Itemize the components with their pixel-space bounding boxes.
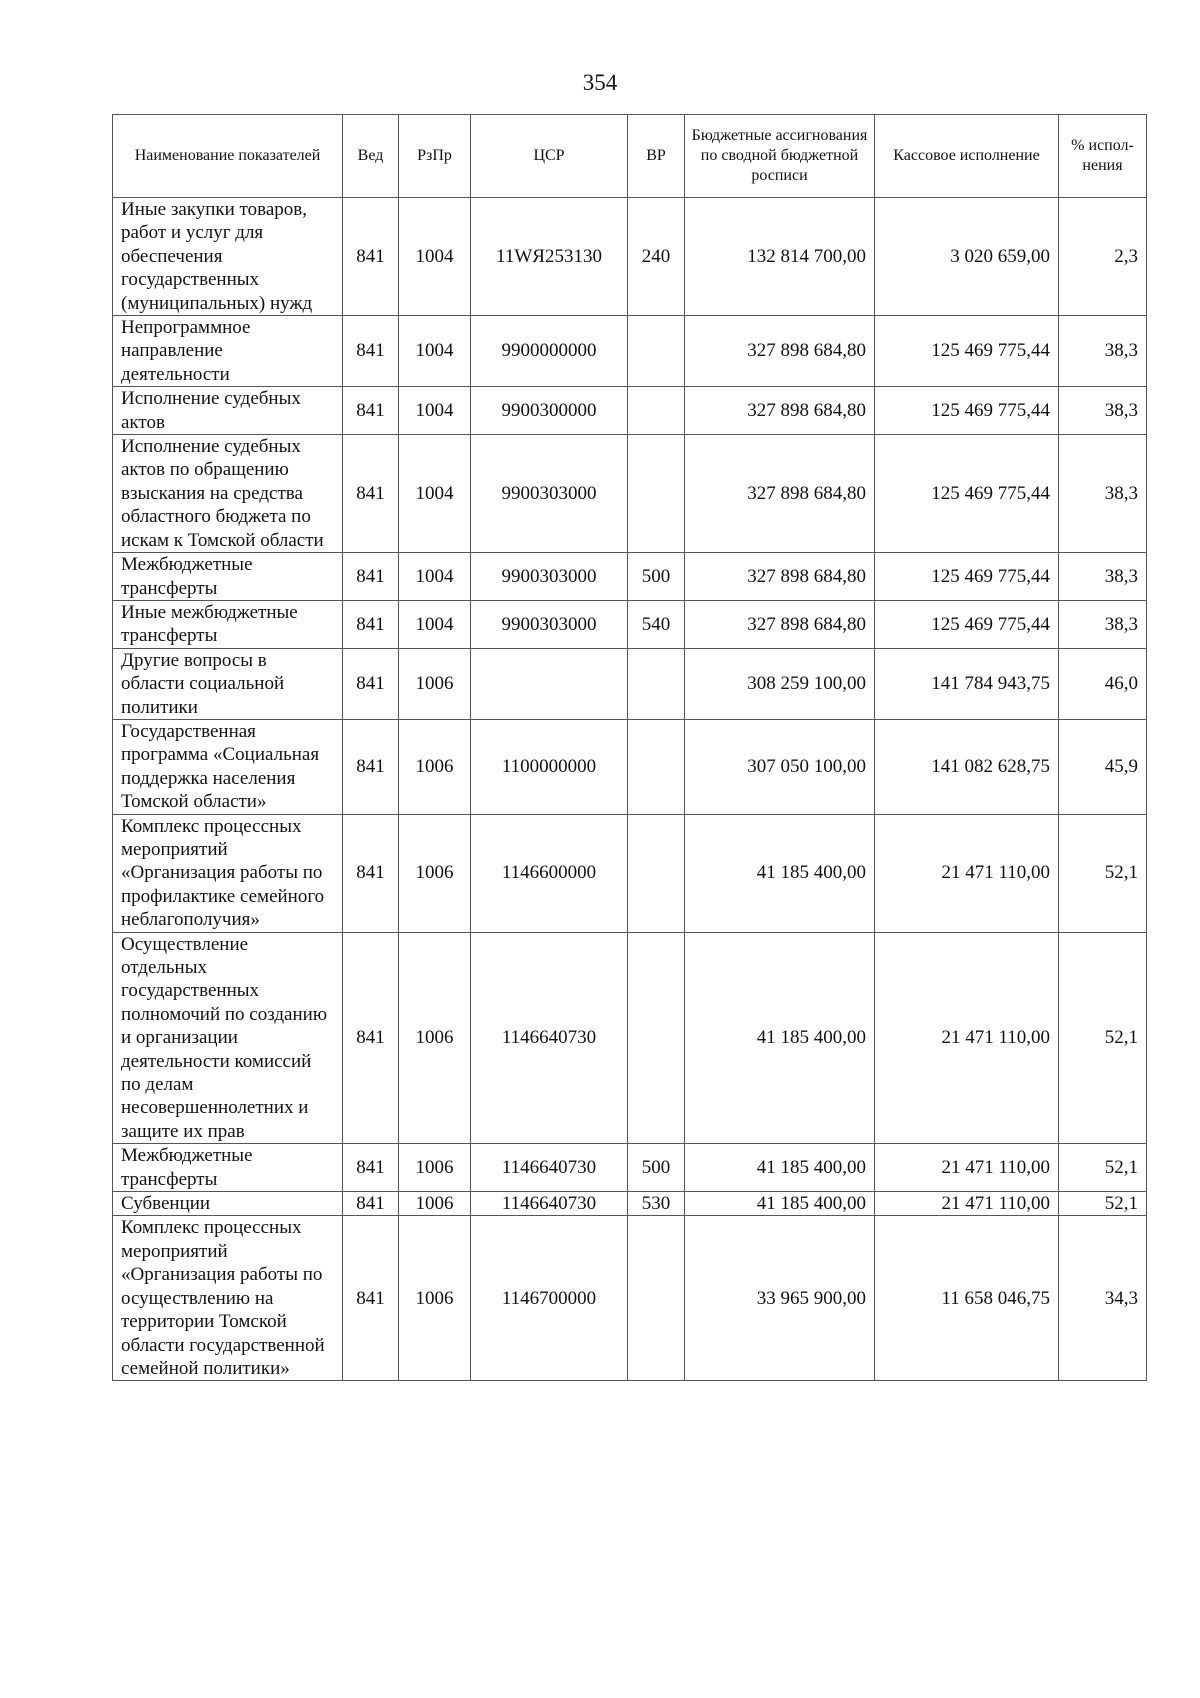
cell-percent: 38,3 xyxy=(1059,600,1147,648)
cell-percent: 38,3 xyxy=(1059,553,1147,601)
cell-csr: 1146640730 xyxy=(471,932,628,1144)
cell-rzpr: 1006 xyxy=(399,932,471,1144)
cell-csr: 9900303000 xyxy=(471,600,628,648)
cell-name: Исполнение судебных актов xyxy=(113,387,343,435)
cell-percent: 52,1 xyxy=(1059,1144,1147,1192)
cell-vr xyxy=(628,1216,685,1381)
cell-csr: 9900000000 xyxy=(471,316,628,387)
cell-rzpr: 1004 xyxy=(399,387,471,435)
cell-percent: 38,3 xyxy=(1059,435,1147,553)
cell-budget: 327 898 684,80 xyxy=(685,600,875,648)
table-row xyxy=(113,1216,1147,1381)
cell-rzpr: 1006 xyxy=(399,1144,471,1192)
cell-ved: 841 xyxy=(343,600,399,648)
header-percent: % испол-нения xyxy=(1059,115,1147,198)
cell-cash: 125 469 775,44 xyxy=(875,600,1059,648)
cell-cash: 141 784 943,75 xyxy=(875,648,1059,719)
cell-cash: 141 082 628,75 xyxy=(875,719,1059,814)
table-row xyxy=(113,719,1147,814)
cell-vr: 500 xyxy=(628,1144,685,1192)
cell-ved: 841 xyxy=(343,1144,399,1192)
cell-name: Государственная программа «Социальная поддержка населения Томской области» xyxy=(113,719,343,814)
header-name: Наименование показателей xyxy=(113,115,343,198)
table-row xyxy=(113,387,1147,435)
cell-budget: 327 898 684,80 xyxy=(685,316,875,387)
cell-cash: 125 469 775,44 xyxy=(875,316,1059,387)
cell-ved: 841 xyxy=(343,648,399,719)
cell-csr: 9900300000 xyxy=(471,387,628,435)
cell-budget: 307 050 100,00 xyxy=(685,719,875,814)
cell-csr xyxy=(471,648,628,719)
cell-vr xyxy=(628,435,685,553)
cell-ved: 841 xyxy=(343,1216,399,1381)
cell-percent: 52,1 xyxy=(1059,1192,1147,1216)
cell-cash: 21 471 110,00 xyxy=(875,932,1059,1144)
cell-name: Субвенции xyxy=(113,1192,343,1216)
cell-csr: 11WЯ253130 xyxy=(471,198,628,316)
budget-execution-table xyxy=(112,114,1147,1381)
cell-vr xyxy=(628,932,685,1144)
cell-rzpr: 1004 xyxy=(399,435,471,553)
header-ved: Вед xyxy=(343,115,399,198)
cell-csr: 1146600000 xyxy=(471,814,628,932)
cell-cash: 125 469 775,44 xyxy=(875,387,1059,435)
cell-ved: 841 xyxy=(343,316,399,387)
cell-name: Комплекс процессных мероприятий «Организация работы по осуществлению на территории Томской области государственной семейной политики» xyxy=(113,1216,343,1381)
cell-budget: 41 185 400,00 xyxy=(685,1192,875,1216)
cell-name: Межбюджетные трансферты xyxy=(113,553,343,601)
table-row xyxy=(113,1144,1147,1192)
cell-budget: 327 898 684,80 xyxy=(685,553,875,601)
cell-cash: 125 469 775,44 xyxy=(875,553,1059,601)
cell-ved: 841 xyxy=(343,553,399,601)
cell-vr xyxy=(628,814,685,932)
cell-name: Другие вопросы в области социальной политики xyxy=(113,648,343,719)
cell-ved: 841 xyxy=(343,1192,399,1216)
cell-csr: 1146640730 xyxy=(471,1192,628,1216)
cell-budget: 308 259 100,00 xyxy=(685,648,875,719)
page-number: 354 xyxy=(582,70,618,95)
cell-cash: 21 471 110,00 xyxy=(875,814,1059,932)
cell-cash: 3 020 659,00 xyxy=(875,198,1059,316)
cell-budget: 327 898 684,80 xyxy=(685,387,875,435)
cell-vr xyxy=(628,387,685,435)
cell-percent: 45,9 xyxy=(1059,719,1147,814)
cell-vr xyxy=(628,648,685,719)
cell-rzpr: 1004 xyxy=(399,553,471,601)
cell-name: Осуществление отдельных государственных полномочий по созданию и организации деятельности комиссий по делам несовершеннолетних и защите их прав xyxy=(113,932,343,1144)
cell-budget: 132 814 700,00 xyxy=(685,198,875,316)
cell-rzpr: 1006 xyxy=(399,719,471,814)
cell-csr: 1100000000 xyxy=(471,719,628,814)
cell-budget: 41 185 400,00 xyxy=(685,1144,875,1192)
cell-cash: 21 471 110,00 xyxy=(875,1192,1059,1216)
table-row xyxy=(113,648,1147,719)
header-budget: Бюджетные ассигнования по сводной бюджетной росписи xyxy=(685,115,875,198)
cell-percent: 46,0 xyxy=(1059,648,1147,719)
cell-rzpr: 1004 xyxy=(399,600,471,648)
cell-rzpr: 1006 xyxy=(399,648,471,719)
cell-percent: 52,1 xyxy=(1059,814,1147,932)
cell-rzpr: 1006 xyxy=(399,814,471,932)
cell-vr: 500 xyxy=(628,553,685,601)
cell-budget: 327 898 684,80 xyxy=(685,435,875,553)
cell-rzpr: 1004 xyxy=(399,316,471,387)
cell-vr xyxy=(628,316,685,387)
cell-rzpr: 1006 xyxy=(399,1192,471,1216)
cell-csr: 9900303000 xyxy=(471,435,628,553)
cell-percent: 2,3 xyxy=(1059,198,1147,316)
table-body xyxy=(113,198,1147,1381)
header-rzpr: РзПр xyxy=(399,115,471,198)
cell-rzpr: 1004 xyxy=(399,198,471,316)
cell-name: Иные межбюджетные трансферты xyxy=(113,600,343,648)
cell-name: Исполнение судебных актов по обращению взыскания на средства областного бюджета по искам к Томской области xyxy=(113,435,343,553)
cell-percent: 52,1 xyxy=(1059,932,1147,1144)
cell-csr: 1146700000 xyxy=(471,1216,628,1381)
header-row xyxy=(113,115,1147,198)
cell-budget: 33 965 900,00 xyxy=(685,1216,875,1381)
cell-ved: 841 xyxy=(343,932,399,1144)
table-row xyxy=(113,600,1147,648)
cell-name: Межбюджетные трансферты xyxy=(113,1144,343,1192)
cell-ved: 841 xyxy=(343,814,399,932)
table-row xyxy=(113,198,1147,316)
cell-budget: 41 185 400,00 xyxy=(685,932,875,1144)
table-row xyxy=(113,932,1147,1144)
table-row xyxy=(113,435,1147,553)
cell-cash: 21 471 110,00 xyxy=(875,1144,1059,1192)
header-vr: ВР xyxy=(628,115,685,198)
header-cash: Кассовое исполнение xyxy=(875,115,1059,198)
cell-ved: 841 xyxy=(343,719,399,814)
cell-rzpr: 1006 xyxy=(399,1216,471,1381)
cell-ved: 841 xyxy=(343,387,399,435)
cell-percent: 38,3 xyxy=(1059,316,1147,387)
cell-vr: 530 xyxy=(628,1192,685,1216)
cell-csr: 9900303000 xyxy=(471,553,628,601)
table-row xyxy=(113,316,1147,387)
cell-percent: 38,3 xyxy=(1059,387,1147,435)
cell-vr: 240 xyxy=(628,198,685,316)
table-row xyxy=(113,814,1147,932)
table-row xyxy=(113,553,1147,601)
cell-name: Комплекс процессных мероприятий «Организация работы по профилактике семейного неблагополучия» xyxy=(113,814,343,932)
cell-name: Непрограммное направление деятельности xyxy=(113,316,343,387)
cell-ved: 841 xyxy=(343,435,399,553)
cell-cash: 11 658 046,75 xyxy=(875,1216,1059,1381)
cell-vr: 540 xyxy=(628,600,685,648)
cell-budget: 41 185 400,00 xyxy=(685,814,875,932)
table-header xyxy=(113,115,1147,198)
cell-csr: 1146640730 xyxy=(471,1144,628,1192)
cell-vr xyxy=(628,719,685,814)
cell-percent: 34,3 xyxy=(1059,1216,1147,1381)
table-row xyxy=(113,1192,1147,1216)
cell-ved: 841 xyxy=(343,198,399,316)
cell-cash: 125 469 775,44 xyxy=(875,435,1059,553)
cell-name: Иные закупки товаров, работ и услуг для обеспечения государственных (муниципальных) нужд xyxy=(113,198,343,316)
header-csr: ЦСР xyxy=(471,115,628,198)
